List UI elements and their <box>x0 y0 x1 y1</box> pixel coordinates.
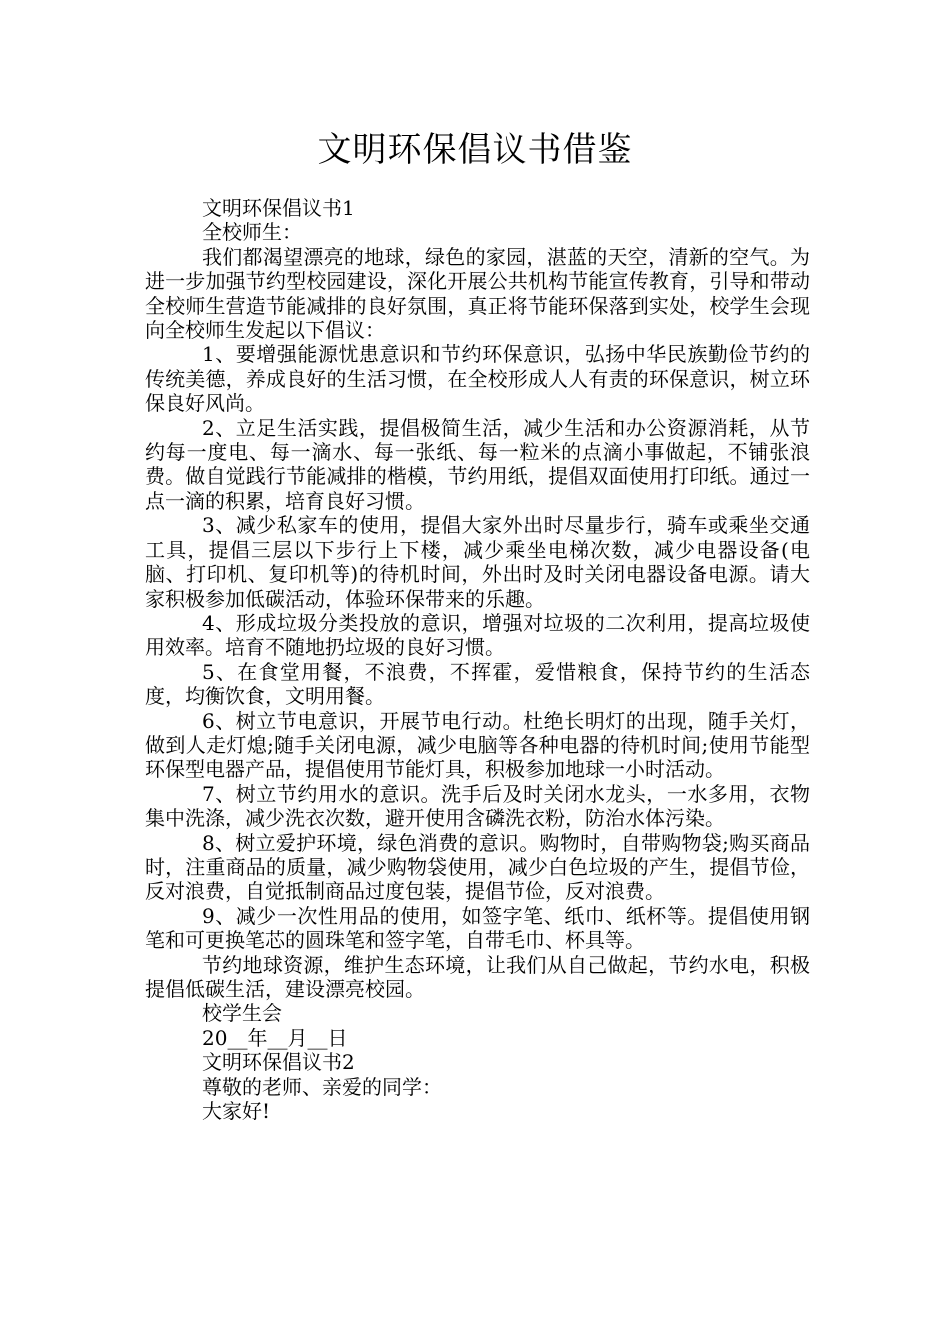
proposal-item-8: 8、树立爱护环境，绿色消费的意识。购物时，自带购物袋;购买商品时，注重商品的质量，减少购物袋使用，减少白色垃圾的产生，提倡节俭，反对浪费，自觉抵制商品过度包装，提倡节俭，反对浪费。 <box>145 830 810 904</box>
intro-paragraph: 我们都渴望漂亮的地球，绿色的家园，湛蓝的天空，清新的空气。为进一步加强节约型校园建设，深化开展公共机构节能宣传教育，引导和带动全校师生营造节能减排的良好氛围，真正将节能环保落到实处，校学生会现向全校师生发起以下倡议： <box>145 244 810 343</box>
proposal-item-7: 7、树立节约用水的意识。洗手后及时关闭水龙头，一水多用，衣物集中洗涤，减少洗衣次数，避开使用含磷洗衣粉，防治水体污染。 <box>145 781 810 831</box>
document-title: 文明环保倡议书借鉴 <box>317 130 633 170</box>
proposal-item-6: 6、树立节电意识，开展节电行动。杜绝长明灯的出现，随手关灯，做到人走灯熄;随手关闭电源，减少电脑等各种电器的待机时间;使用节能型环保型电器产品，提倡使用节能灯具，积极参加地球一小时活动。 <box>145 708 810 782</box>
document-body <box>145 196 810 1123</box>
closing-paragraph: 节约地球资源，维护生态环境，让我们从自己做起，节约水电，积极提倡低碳生活，建设漂亮校园。 <box>145 952 810 1001</box>
proposal-item-1: 1、要增强能源忧患意识和节约环保意识，弘扬中华民族勤俭节约的传统美德，养成良好的生活习惯，在全校形成人人有责的环保意识，树立环保良好风尚。 <box>145 342 810 416</box>
signature: 校学生会 <box>202 1001 282 1026</box>
section-heading-2: 文明环保倡议书2 <box>202 1050 355 1075</box>
greeting: 大家好! <box>202 1099 271 1124</box>
date-line: 20__年__月__日 <box>202 1025 348 1050</box>
proposal-item-3: 3、减少私家车的使用，提倡大家外出时尽量步行，骑车或乘坐交通工具，提倡三层以下步行上下楼，减少乘坐电梯次数，减少电器设备(电脑、打印机、复印机等)的待机时间，外出时及时关闭电器设备电源。请大家积极参加低碳活动，体验环保带来的乐趣。 <box>145 513 810 611</box>
proposal-item-9: 9、减少一次性用品的使用，如签字笔、纸巾、纸杯等。提倡使用钢笔和可更换笔芯的圆珠笔和签字笔，自带毛巾、杯具等。 <box>145 903 810 953</box>
section-heading-1: 文明环保倡议书1 <box>202 196 355 220</box>
proposal-item-4: 4、形成垃圾分类投放的意识，增强对垃圾的二次利用，提高垃圾使用效率。培育不随地扔垃圾的良好习惯。 <box>145 610 810 660</box>
salutation-2: 尊敬的老师、亲爱的同学： <box>202 1074 442 1099</box>
salutation: 全校师生： <box>202 220 302 245</box>
proposal-item-2: 2、立足生活实践，提倡极简生活，减少生活和办公资源消耗，从节约每一度电、每一滴水、每一张纸、每一粒米的点滴小事做起，不铺张浪费。做自觉践行节能减排的楷模，节约用纸，提倡双面使用打印纸。通过一点一滴的积累，培育良好习惯。 <box>145 415 810 513</box>
proposal-item-5: 5、在食堂用餐，不浪费，不挥霍，爱惜粮食，保持节约的生活态度，均衡饮食，文明用餐。 <box>145 659 810 709</box>
